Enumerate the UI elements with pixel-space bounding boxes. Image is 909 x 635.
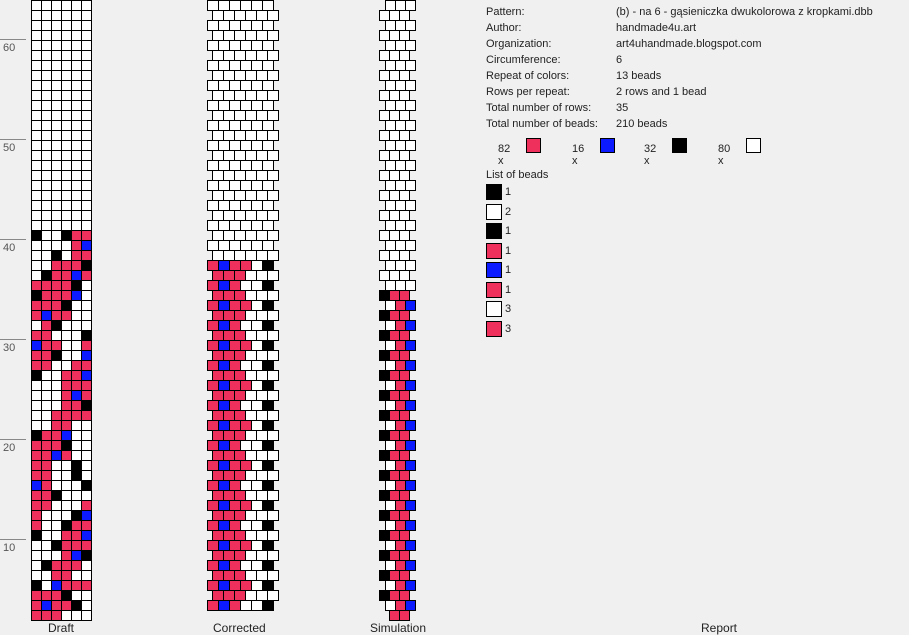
report-label: Circumference: bbox=[486, 54, 561, 66]
bead-list-swatch bbox=[486, 282, 502, 298]
bead-list-count: 1 bbox=[505, 264, 512, 276]
report-value: art4uhandmade.blogspot.com bbox=[616, 38, 762, 50]
report-row bbox=[486, 54, 623, 66]
report-label: Repeat of colors: bbox=[486, 70, 570, 82]
ruler-tick bbox=[0, 339, 26, 340]
ruler-tick bbox=[0, 139, 26, 140]
bead-list-count: 3 bbox=[505, 303, 512, 315]
color-count-label: 32 x bbox=[644, 143, 657, 167]
bead-list-count: 1 bbox=[505, 283, 512, 296]
report-row bbox=[486, 70, 662, 82]
report-label: Total number of beads: bbox=[486, 118, 598, 130]
bead-list-swatch bbox=[486, 243, 502, 259]
color-swatch bbox=[746, 138, 761, 153]
row-ruler bbox=[0, 0, 30, 620]
corrected-bead[interactable] bbox=[262, 600, 274, 611]
report-value: (b) - na 6 - gąsieniczka dwukolorowa z kropkami.dbb bbox=[616, 6, 873, 18]
draft-grid[interactable] bbox=[31, 0, 93, 620]
bead-list-count: 1 bbox=[505, 186, 512, 198]
ruler-tick bbox=[0, 39, 26, 40]
color-swatch bbox=[600, 138, 615, 153]
report-label: Organization: bbox=[486, 38, 552, 50]
report-row bbox=[486, 38, 762, 50]
report-label: Pattern: bbox=[486, 6, 525, 18]
tab-draft[interactable]: Draft bbox=[48, 621, 75, 635]
simulation-grid[interactable] bbox=[379, 0, 415, 620]
color-count-label: 16 x bbox=[572, 143, 585, 167]
report-label: Rows per repeat: bbox=[486, 86, 570, 98]
corrected-grid[interactable] bbox=[207, 0, 279, 610]
bead-list-swatch bbox=[486, 262, 502, 278]
report-row bbox=[486, 86, 707, 98]
report-row bbox=[486, 6, 873, 18]
report-value: 6 bbox=[616, 54, 623, 66]
ruler-label: 10 bbox=[3, 542, 16, 554]
color-swatch bbox=[672, 138, 687, 153]
report-value: handmade4u.art bbox=[616, 22, 697, 34]
ruler-tick bbox=[0, 239, 26, 240]
report-value: 35 bbox=[616, 102, 629, 114]
bead-list-count: 1 bbox=[505, 244, 512, 257]
tab-simulation[interactable]: Simulation bbox=[370, 621, 427, 635]
color-count-label: 80 x bbox=[718, 143, 731, 167]
report-label: Author: bbox=[486, 22, 522, 34]
ruler-label: 50 bbox=[3, 142, 16, 154]
ruler-tick bbox=[0, 539, 26, 540]
color-swatch bbox=[526, 138, 541, 153]
ruler-tick bbox=[0, 439, 26, 440]
bead-list-count: 2 bbox=[505, 205, 512, 218]
report-row bbox=[486, 22, 697, 34]
tab-corrected[interactable]: Corrected bbox=[213, 621, 266, 635]
ruler-label: 60 bbox=[3, 42, 16, 54]
bead-list-count: 3 bbox=[505, 322, 512, 335]
tab-report[interactable]: Report bbox=[701, 621, 738, 635]
report-label: Total number of rows: bbox=[486, 102, 592, 114]
report-row bbox=[486, 102, 629, 114]
draft-bead[interactable] bbox=[81, 610, 92, 621]
bead-list-swatch bbox=[486, 321, 502, 337]
bead-list-title: List of beads bbox=[486, 169, 549, 181]
bead-list-swatch bbox=[486, 301, 502, 317]
color-count-label: 82 x bbox=[498, 143, 511, 167]
report-value: 210 beads bbox=[616, 118, 668, 130]
report-value: 13 beads bbox=[616, 70, 662, 82]
ruler-label: 40 bbox=[3, 242, 16, 254]
report-row bbox=[486, 118, 668, 130]
bead-list-swatch bbox=[486, 184, 502, 200]
report-value: 2 rows and 1 bead bbox=[616, 86, 707, 98]
ruler-label: 30 bbox=[3, 342, 16, 354]
bead-list-count: 1 bbox=[505, 225, 512, 237]
bead-list-swatch bbox=[486, 223, 502, 239]
ruler-label: 20 bbox=[3, 442, 16, 454]
simulation-bead[interactable] bbox=[399, 610, 410, 621]
bead-list-swatch bbox=[486, 204, 502, 220]
